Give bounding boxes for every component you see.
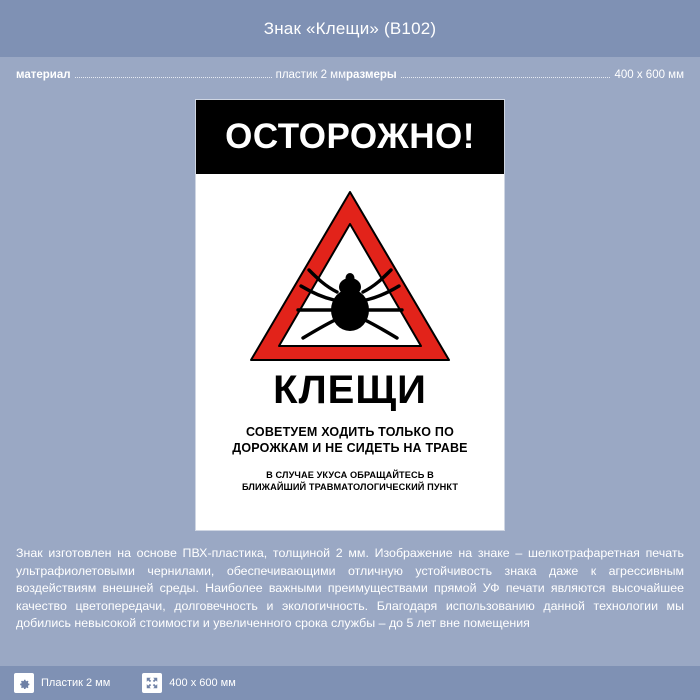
footer-size bbox=[142, 673, 236, 693]
spec-material-label: материал bbox=[16, 69, 71, 81]
dot-leader bbox=[401, 76, 611, 78]
spec-material-value: пластик 2 мм bbox=[275, 69, 346, 81]
footer-bar bbox=[0, 666, 700, 700]
spec-size-label: размеры bbox=[346, 69, 397, 81]
product-description: Знак изготовлен на основе ПВХ-пластика, толщиной 2 мм. Изображение на знаке – шелкотрафаретная печать ультрафиолетовыми чернилами, обеспечивающими отличную устойчивость знака даже к агрессивным воздействиям внешней среды. Наиболее важными преимуществами прямой УФ печати являются высочайшее качество цветопередачи, долговечность и экологичность. Благодаря использованию данной технологии мы добились невысокой стоимости и увеличенного срока службы – до 5 лет вне помещения bbox=[16, 546, 684, 631]
sign-banner bbox=[196, 100, 504, 174]
sign-banner-text: ОСТОРОЖНО! bbox=[225, 117, 475, 156]
header-bar bbox=[0, 0, 700, 57]
sign-preview-area bbox=[0, 93, 700, 531]
sign-body bbox=[196, 174, 504, 530]
gear-icon bbox=[14, 673, 34, 693]
page-title: Знак «Клещи» (B102) bbox=[263, 18, 437, 38]
specs-row bbox=[0, 57, 700, 93]
safety-sign bbox=[195, 99, 505, 531]
dot-leader bbox=[75, 76, 272, 78]
tick-warning-triangle-icon bbox=[245, 186, 455, 366]
resize-arrows-icon bbox=[142, 673, 162, 693]
footer-size-label: 400 х 600 мм bbox=[169, 677, 236, 689]
footer-material bbox=[14, 673, 110, 693]
sign-note bbox=[242, 470, 458, 494]
spec-material bbox=[16, 69, 346, 81]
sign-subtitle-line2: ДОРОЖКАМ И НЕ СИДЕТЬ НА ТРАВЕ bbox=[232, 440, 468, 455]
sign-word: КЛЕЩИ bbox=[273, 368, 427, 412]
spec-size bbox=[346, 69, 684, 81]
sign-note-line1: В СЛУЧАЕ УКУСА ОБРАЩАЙТЕСЬ В bbox=[266, 470, 434, 481]
spec-size-value: 400 х 600 мм bbox=[614, 69, 684, 81]
sign-subtitle bbox=[232, 425, 467, 456]
footer-material-label: Пластик 2 мм bbox=[41, 677, 111, 689]
sign-note-line2: БЛИЖАЙШИЙ ТРАВМАТОЛОГИЧЕСКИЙ ПУНКТ bbox=[241, 482, 459, 493]
sign-subtitle-line1: СОВЕТУЕМ ХОДИТЬ ТОЛЬКО ПО bbox=[245, 425, 454, 439]
